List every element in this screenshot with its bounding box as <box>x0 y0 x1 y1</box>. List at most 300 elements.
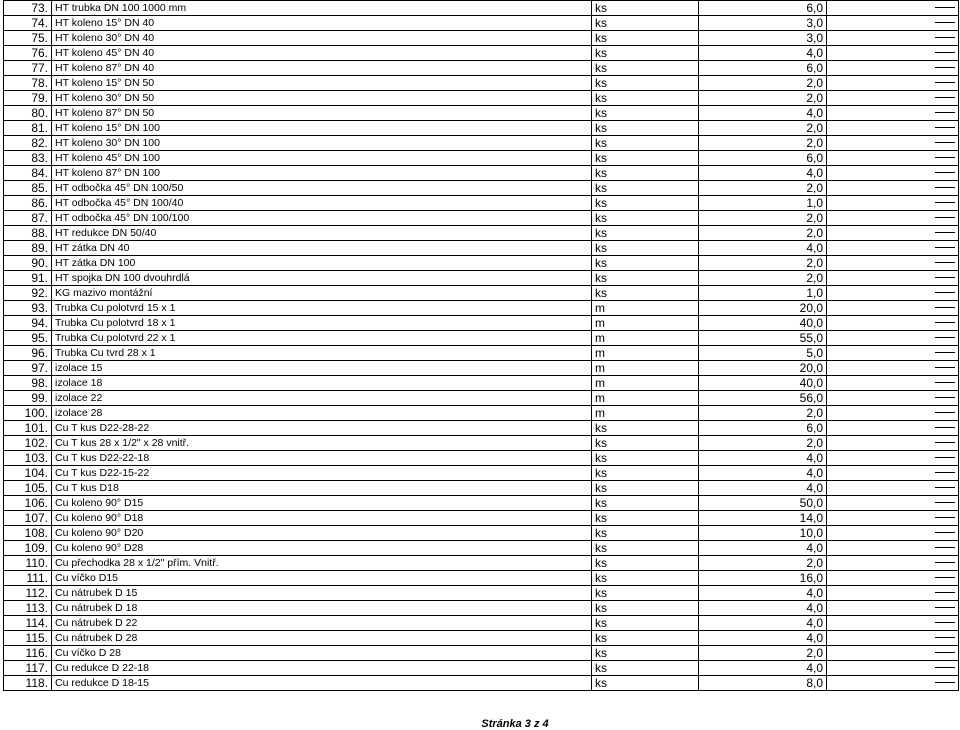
item-unit: ks <box>592 676 699 691</box>
item-quantity: 6,0 <box>699 421 827 436</box>
item-unit: ks <box>592 466 699 481</box>
table-row <box>4 361 959 376</box>
table-row <box>4 346 959 361</box>
table-row <box>4 481 959 496</box>
row-number: 110. <box>4 556 52 571</box>
item-quantity: 56,0 <box>699 391 827 406</box>
item-name: HT koleno 87° DN 40 <box>52 61 592 76</box>
item-price <box>827 316 959 331</box>
item-unit: ks <box>592 436 699 451</box>
item-price <box>827 61 959 76</box>
row-number: 113. <box>4 601 52 616</box>
item-price <box>827 76 959 91</box>
item-quantity: 4,0 <box>699 106 827 121</box>
table-row <box>4 271 959 286</box>
dash-mark <box>935 52 955 53</box>
row-number: 101. <box>4 421 52 436</box>
item-quantity: 40,0 <box>699 316 827 331</box>
row-number: 75. <box>4 31 52 46</box>
dash-mark <box>935 292 955 293</box>
item-name: HT koleno 15° DN 40 <box>52 16 592 31</box>
table-row <box>4 211 959 226</box>
item-quantity: 2,0 <box>699 121 827 136</box>
item-quantity: 20,0 <box>699 301 827 316</box>
dash-mark <box>935 637 955 638</box>
item-quantity: 4,0 <box>699 586 827 601</box>
item-unit: ks <box>592 151 699 166</box>
item-name: Trubka Cu polotvrd 22 x 1 <box>52 331 592 346</box>
item-price <box>827 541 959 556</box>
table-row <box>4 676 959 691</box>
item-price <box>827 301 959 316</box>
row-number: 102. <box>4 436 52 451</box>
table-row <box>4 436 959 451</box>
dash-mark <box>935 232 955 233</box>
item-price <box>827 196 959 211</box>
row-number: 107. <box>4 511 52 526</box>
item-price <box>827 211 959 226</box>
dash-mark <box>935 547 955 548</box>
row-number: 74. <box>4 16 52 31</box>
items-table <box>3 0 959 691</box>
item-quantity: 5,0 <box>699 346 827 361</box>
table-row <box>4 526 959 541</box>
table-row <box>4 511 959 526</box>
item-unit: ks <box>592 541 699 556</box>
item-price <box>827 421 959 436</box>
item-name: Cu víčko D 28 <box>52 646 592 661</box>
table-row <box>4 76 959 91</box>
row-number: 115. <box>4 631 52 646</box>
item-name: Cu T kus D22-15-22 <box>52 466 592 481</box>
item-name: HT koleno 87° DN 100 <box>52 166 592 181</box>
item-unit: ks <box>592 661 699 676</box>
item-unit: ks <box>592 421 699 436</box>
item-unit: ks <box>592 571 699 586</box>
item-name: HT koleno 87° DN 50 <box>52 106 592 121</box>
item-name: HT redukce DN 50/40 <box>52 226 592 241</box>
dash-mark <box>935 562 955 563</box>
item-name: HT trubka DN 100 1000 mm <box>52 1 592 16</box>
item-quantity: 1,0 <box>699 286 827 301</box>
item-name: Cu redukce D 22-18 <box>52 661 592 676</box>
dash-mark <box>935 607 955 608</box>
item-quantity: 14,0 <box>699 511 827 526</box>
item-price <box>827 451 959 466</box>
item-unit: ks <box>592 91 699 106</box>
item-price <box>827 481 959 496</box>
row-number: 92. <box>4 286 52 301</box>
item-price <box>827 106 959 121</box>
dash-mark <box>935 7 955 8</box>
item-unit: ks <box>592 601 699 616</box>
dash-mark <box>935 352 955 353</box>
dash-mark <box>935 67 955 68</box>
item-price <box>827 376 959 391</box>
table-row <box>4 316 959 331</box>
item-name: HT koleno 30° DN 40 <box>52 31 592 46</box>
dash-mark <box>935 262 955 263</box>
item-quantity: 4,0 <box>699 466 827 481</box>
item-price <box>827 151 959 166</box>
table-row <box>4 61 959 76</box>
row-number: 99. <box>4 391 52 406</box>
item-name: Cu T kus D22-22-18 <box>52 451 592 466</box>
item-price <box>827 646 959 661</box>
item-quantity: 2,0 <box>699 181 827 196</box>
item-price <box>827 436 959 451</box>
row-number: 93. <box>4 301 52 316</box>
item-unit: ks <box>592 646 699 661</box>
row-number: 106. <box>4 496 52 511</box>
dash-mark <box>935 382 955 383</box>
item-name: izolace 22 <box>52 391 592 406</box>
dash-mark <box>935 592 955 593</box>
item-quantity: 1,0 <box>699 196 827 211</box>
item-unit: ks <box>592 196 699 211</box>
item-unit: m <box>592 316 699 331</box>
item-price <box>827 1 959 16</box>
row-number: 79. <box>4 91 52 106</box>
item-unit: ks <box>592 16 699 31</box>
item-unit: m <box>592 361 699 376</box>
item-price <box>827 91 959 106</box>
item-unit: ks <box>592 241 699 256</box>
dash-mark <box>935 532 955 533</box>
item-price <box>827 601 959 616</box>
table-row <box>4 466 959 481</box>
dash-mark <box>935 442 955 443</box>
table-row <box>4 31 959 46</box>
item-price <box>827 331 959 346</box>
item-unit: ks <box>592 211 699 226</box>
item-name: Cu nátrubek D 28 <box>52 631 592 646</box>
table-row <box>4 571 959 586</box>
dash-mark <box>935 622 955 623</box>
table-row <box>4 661 959 676</box>
item-unit: ks <box>592 166 699 181</box>
row-number: 109. <box>4 541 52 556</box>
dash-mark <box>935 247 955 248</box>
item-quantity: 2,0 <box>699 256 827 271</box>
item-name: Cu T kus D22-28-22 <box>52 421 592 436</box>
dash-mark <box>935 412 955 413</box>
item-quantity: 8,0 <box>699 676 827 691</box>
row-number: 87. <box>4 211 52 226</box>
table-row <box>4 226 959 241</box>
table-row <box>4 601 959 616</box>
item-quantity: 2,0 <box>699 436 827 451</box>
item-unit: ks <box>592 1 699 16</box>
item-quantity: 40,0 <box>699 376 827 391</box>
item-quantity: 50,0 <box>699 496 827 511</box>
item-name: HT odbočka 45° DN 100/100 <box>52 211 592 226</box>
item-quantity: 4,0 <box>699 661 827 676</box>
item-name: izolace 15 <box>52 361 592 376</box>
page-footer: Stránka 3 z 4 <box>481 718 549 730</box>
item-unit: ks <box>592 496 699 511</box>
item-quantity: 2,0 <box>699 556 827 571</box>
item-name: Trubka Cu polotvrd 15 x 1 <box>52 301 592 316</box>
dash-mark <box>935 157 955 158</box>
row-number: 95. <box>4 331 52 346</box>
row-number: 91. <box>4 271 52 286</box>
item-unit: ks <box>592 121 699 136</box>
item-name: Cu přechodka 28 x 1/2" přím. Vnitř. <box>52 556 592 571</box>
dash-mark <box>935 142 955 143</box>
item-unit: m <box>592 346 699 361</box>
table-row <box>4 421 959 436</box>
item-unit: ks <box>592 76 699 91</box>
row-number: 80. <box>4 106 52 121</box>
item-price <box>827 181 959 196</box>
item-name: Cu nátrubek D 15 <box>52 586 592 601</box>
table-row <box>4 301 959 316</box>
dash-mark <box>935 367 955 368</box>
item-name: Cu redukce D 18-15 <box>52 676 592 691</box>
item-unit: m <box>592 331 699 346</box>
item-price <box>827 241 959 256</box>
item-unit: ks <box>592 271 699 286</box>
item-unit: ks <box>592 526 699 541</box>
item-name: Cu nátrubek D 22 <box>52 616 592 631</box>
item-name: HT odbočka 45° DN 100/50 <box>52 181 592 196</box>
row-number: 98. <box>4 376 52 391</box>
dash-mark <box>935 337 955 338</box>
item-quantity: 3,0 <box>699 31 827 46</box>
table-row <box>4 631 959 646</box>
dash-mark <box>935 322 955 323</box>
item-price <box>827 346 959 361</box>
item-name: KG mazivo montážní <box>52 286 592 301</box>
item-name: izolace 18 <box>52 376 592 391</box>
item-quantity: 4,0 <box>699 451 827 466</box>
item-price <box>827 31 959 46</box>
item-quantity: 16,0 <box>699 571 827 586</box>
item-quantity: 2,0 <box>699 646 827 661</box>
dash-mark <box>935 22 955 23</box>
item-price <box>827 286 959 301</box>
row-number: 108. <box>4 526 52 541</box>
row-number: 112. <box>4 586 52 601</box>
item-name: Cu nátrubek D 18 <box>52 601 592 616</box>
item-quantity: 2,0 <box>699 91 827 106</box>
row-number: 97. <box>4 361 52 376</box>
dash-mark <box>935 97 955 98</box>
table-row <box>4 391 959 406</box>
item-quantity: 2,0 <box>699 406 827 421</box>
table-row <box>4 376 959 391</box>
item-quantity: 2,0 <box>699 136 827 151</box>
table-row <box>4 256 959 271</box>
item-price <box>827 226 959 241</box>
table-row <box>4 286 959 301</box>
row-number: 73. <box>4 1 52 16</box>
item-unit: ks <box>592 106 699 121</box>
table-row <box>4 646 959 661</box>
row-number: 83. <box>4 151 52 166</box>
dash-mark <box>935 112 955 113</box>
table-row <box>4 46 959 61</box>
item-price <box>827 391 959 406</box>
item-quantity: 4,0 <box>699 631 827 646</box>
item-price <box>827 571 959 586</box>
row-number: 104. <box>4 466 52 481</box>
item-name: Cu T kus D18 <box>52 481 592 496</box>
dash-mark <box>935 487 955 488</box>
item-price <box>827 166 959 181</box>
dash-mark <box>935 682 955 683</box>
row-number: 118. <box>4 676 52 691</box>
item-quantity: 6,0 <box>699 1 827 16</box>
dash-mark <box>935 517 955 518</box>
table-row <box>4 151 959 166</box>
item-quantity: 4,0 <box>699 481 827 496</box>
row-number: 82. <box>4 136 52 151</box>
row-number: 96. <box>4 346 52 361</box>
item-price <box>827 586 959 601</box>
row-number: 100. <box>4 406 52 421</box>
item-name: Trubka Cu polotvrd 18 x 1 <box>52 316 592 331</box>
item-price <box>827 676 959 691</box>
item-price <box>827 256 959 271</box>
item-price <box>827 121 959 136</box>
item-unit: m <box>592 406 699 421</box>
dash-mark <box>935 502 955 503</box>
item-unit: ks <box>592 226 699 241</box>
table-row <box>4 136 959 151</box>
table-row <box>4 166 959 181</box>
item-unit: ks <box>592 61 699 76</box>
item-price <box>827 511 959 526</box>
item-name: HT zátka DN 40 <box>52 241 592 256</box>
item-price <box>827 466 959 481</box>
dash-mark <box>935 427 955 428</box>
item-unit: ks <box>592 136 699 151</box>
item-unit: m <box>592 301 699 316</box>
dash-mark <box>935 172 955 173</box>
item-quantity: 3,0 <box>699 16 827 31</box>
item-unit: ks <box>592 631 699 646</box>
item-unit: m <box>592 376 699 391</box>
table-row <box>4 406 959 421</box>
table-row <box>4 496 959 511</box>
row-number: 88. <box>4 226 52 241</box>
table-row <box>4 241 959 256</box>
item-name: Cu koleno 90° D20 <box>52 526 592 541</box>
table-row <box>4 616 959 631</box>
dash-mark <box>935 577 955 578</box>
dash-mark <box>935 127 955 128</box>
item-price <box>827 361 959 376</box>
item-name: HT spojka DN 100 dvouhrdlá <box>52 271 592 286</box>
item-quantity: 10,0 <box>699 526 827 541</box>
row-number: 116. <box>4 646 52 661</box>
item-price <box>827 136 959 151</box>
item-quantity: 2,0 <box>699 226 827 241</box>
item-name: Cu koleno 90° D28 <box>52 541 592 556</box>
items-table-body <box>4 1 959 691</box>
item-quantity: 4,0 <box>699 241 827 256</box>
item-name: Cu koleno 90° D18 <box>52 511 592 526</box>
item-quantity: 55,0 <box>699 331 827 346</box>
item-price <box>827 661 959 676</box>
dash-mark <box>935 202 955 203</box>
table-row <box>4 121 959 136</box>
item-name: izolace 28 <box>52 406 592 421</box>
table-row <box>4 196 959 211</box>
dash-mark <box>935 277 955 278</box>
item-unit: ks <box>592 556 699 571</box>
item-name: HT koleno 45° DN 40 <box>52 46 592 61</box>
dash-mark <box>935 82 955 83</box>
item-name: HT koleno 45° DN 100 <box>52 151 592 166</box>
item-price <box>827 406 959 421</box>
item-unit: ks <box>592 511 699 526</box>
item-name: HT odbočka 45° DN 100/40 <box>52 196 592 211</box>
item-name: Trubka Cu tvrd 28 x 1 <box>52 346 592 361</box>
item-unit: ks <box>592 586 699 601</box>
item-quantity: 4,0 <box>699 46 827 61</box>
row-number: 81. <box>4 121 52 136</box>
row-number: 85. <box>4 181 52 196</box>
row-number: 77. <box>4 61 52 76</box>
item-price <box>827 631 959 646</box>
row-number: 114. <box>4 616 52 631</box>
item-name: Cu T kus 28 x 1/2" x 28 vnitř. <box>52 436 592 451</box>
table-row <box>4 541 959 556</box>
item-quantity: 4,0 <box>699 616 827 631</box>
item-unit: ks <box>592 451 699 466</box>
row-number: 90. <box>4 256 52 271</box>
row-number: 89. <box>4 241 52 256</box>
dash-mark <box>935 397 955 398</box>
item-unit: m <box>592 391 699 406</box>
item-quantity: 4,0 <box>699 601 827 616</box>
dash-mark <box>935 217 955 218</box>
item-unit: ks <box>592 181 699 196</box>
table-row <box>4 556 959 571</box>
item-price <box>827 46 959 61</box>
dash-mark <box>935 187 955 188</box>
table-row <box>4 16 959 31</box>
table-row <box>4 451 959 466</box>
item-quantity: 6,0 <box>699 151 827 166</box>
item-price <box>827 616 959 631</box>
item-name: HT koleno 15° DN 50 <box>52 76 592 91</box>
item-quantity: 2,0 <box>699 76 827 91</box>
table-row <box>4 106 959 121</box>
item-unit: ks <box>592 616 699 631</box>
item-quantity: 4,0 <box>699 541 827 556</box>
item-quantity: 6,0 <box>699 61 827 76</box>
item-price <box>827 496 959 511</box>
item-quantity: 4,0 <box>699 166 827 181</box>
item-price <box>827 526 959 541</box>
row-number: 111. <box>4 571 52 586</box>
row-number: 94. <box>4 316 52 331</box>
dash-mark <box>935 472 955 473</box>
dash-mark <box>935 307 955 308</box>
row-number: 84. <box>4 166 52 181</box>
row-number: 76. <box>4 46 52 61</box>
item-name: Cu koleno 90° D15 <box>52 496 592 511</box>
row-number: 86. <box>4 196 52 211</box>
item-unit: ks <box>592 481 699 496</box>
table-row <box>4 331 959 346</box>
table-row <box>4 586 959 601</box>
item-quantity: 2,0 <box>699 211 827 226</box>
